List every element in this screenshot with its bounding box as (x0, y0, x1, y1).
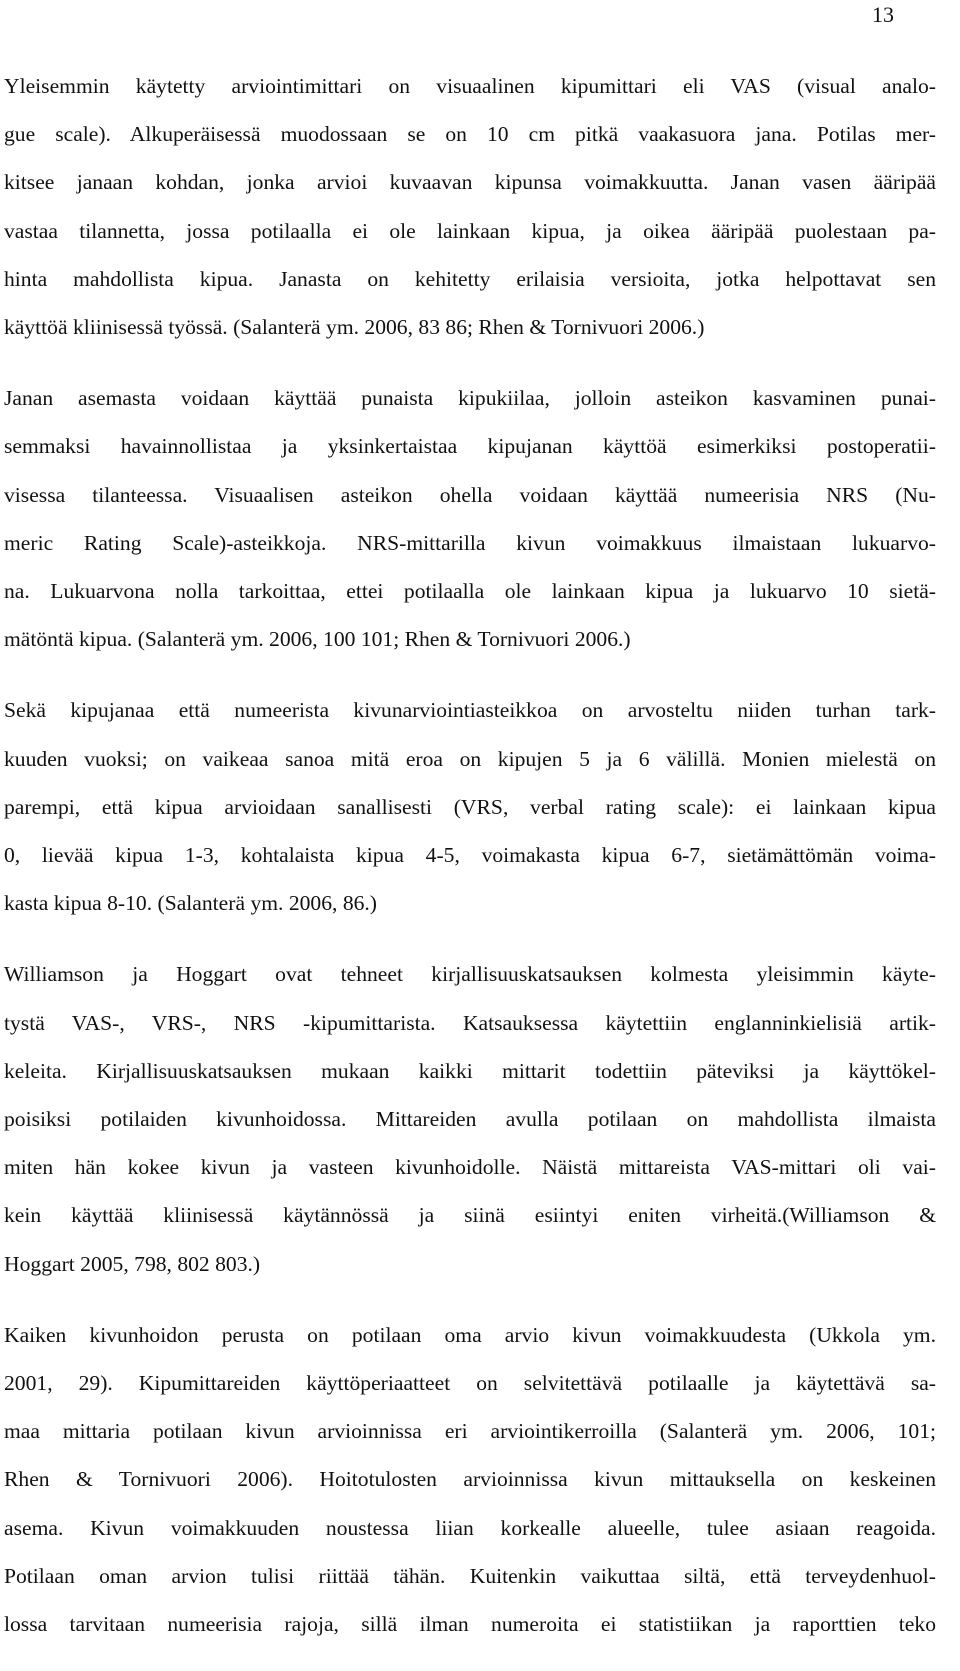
text-line: maa mittaria potilaan kivun arvioinnissa eri arviointikerroilla (Salanterä ym. 2006, 101; (4, 1419, 936, 1444)
text-line: 0, lievää kipua 1-3, kohtalaista kipua 4-5, voimakasta kipua 6-7, sietämättömän voima- (4, 843, 936, 868)
text-line: meric Rating Scale)-asteikkoja. NRS-mittarilla kivun voimakkuus ilmaistaan lukuarvo- (4, 530, 936, 555)
paragraph-vrs (4, 686, 936, 927)
text-line: kasta kipua 8-10. (Salanterä ym. 2006, 86.) (4, 891, 377, 916)
text-line: Kaiken kivunhoidon perusta on potilaan oma arvio kivun voimakkuudesta (Ukkola ym. (4, 1322, 936, 1347)
text-line: Janan asemasta voidaan käyttää punaista kipukiilaa, jolloin asteikon kasvaminen punai- (4, 386, 936, 411)
text-line: tystä VAS-, VRS-, NRS -kipumittarista. Katsauksessa käytettiin englanninkielisiä artik- (4, 1010, 936, 1035)
text-line: Sekä kipujanaa että numeerista kivunarviointiasteikkoa on arvosteltu niiden turhan tark- (4, 698, 936, 723)
text-line: asema. Kivun voimakkuuden noustessa liian korkealle alueelle, tulee asiaan reagoida. (4, 1515, 936, 1540)
text-line: na. Lukuarvona nolla tarkoittaa, ettei potilaalla ole lainkaan kipua ja lukuarvo 10 sietä- (4, 579, 936, 604)
paragraph-nrs (4, 374, 936, 663)
text-line: semmaksi havainnollistaa ja yksinkertaistaa kipujanan käyttöä esimerkiksi postoperatii- (4, 434, 936, 459)
text-line: hinta mahdollista kipua. Janasta on kehitetty erilaisia versioita, jotka helpottavat sen (4, 266, 936, 291)
text-line: kuuden vuoksi; on vaikeaa sanoa mitä eroa on kipujen 5 ja 6 välillä. Monien mielestä on (4, 746, 936, 771)
text-line: Potilaan oman arvion tulisi riittää tähän. Kuitenkin vaikuttaa siltä, että terveydenhuol- (4, 1563, 936, 1588)
text-line: lossa tarvitaan numeerisia rajoja, sillä ilman numeroita ei statistiikan ja raporttien teko (4, 1612, 936, 1637)
text-line: käyttöä kliinisessä työssä. (Salanterä ym. 2006, 83 86; Rhen & Tornivuori 2006.) (4, 315, 705, 340)
document-body (4, 62, 936, 1671)
text-line: parempi, että kipua arvioidaan sanallisesti (VRS, verbal rating scale): ei lainkaan kipua (4, 794, 936, 819)
text-line: vastaa tilannetta, jossa potilaalla ei ole lainkaan kipua, ja oikea ääripää puolestaan pa- (4, 218, 936, 243)
paragraph-pain-management (4, 1311, 936, 1648)
paragraph-literature-review (4, 950, 936, 1287)
text-line: kein käyttää kliinisessä käytännössä ja siinä esiintyi eniten virheitä.(Williamson & (4, 1203, 936, 1228)
text-line: miten hän kokee kivun ja vasteen kivunhoidolle. Näistä mittareista VAS-mittari oli vai- (4, 1155, 936, 1180)
paragraph-vas (4, 62, 936, 351)
text-line: Williamson ja Hoggart ovat tehneet kirjallisuuskatsauksen kolmesta yleisimmin käyte- (4, 962, 936, 987)
page-number: 13 (872, 2, 894, 27)
text-line: mätöntä kipua. (Salanterä ym. 2006, 100 101; Rhen & Tornivuori 2006.) (4, 627, 631, 652)
text-line: keleita. Kirjallisuuskatsauksen mukaan kaikki mittarit todettiin päteviksi ja käyttökel- (4, 1058, 936, 1083)
text-line: 2001, 29). Kipumittareiden käyttöperiaatteet on selvitettävä potilaalle ja käytettävä sa- (4, 1371, 936, 1396)
text-line: Yleisemmin käytetty arviointimittari on visuaalinen kipumittari eli VAS (visual analo- (4, 74, 936, 98)
text-line: visessa tilanteessa. Visuaalisen asteikon ohella voidaan käyttää numeerisia NRS (Nu- (4, 482, 936, 507)
text-line: Hoggart 2005, 798, 802 803.) (4, 1251, 261, 1276)
text-line: kitsee janaan kohdan, jonka arvioi kuvaavan kipunsa voimakkuutta. Janan vasen ääripää (4, 170, 936, 195)
text-line: gue scale). Alkuperäisessä muodossaan se on 10 cm pitkä vaakasuora jana. Potilas mer- (4, 122, 936, 147)
text-line: poisiksi potilaiden kivunhoidossa. Mittareiden avulla potilaan on mahdollista ilmaista (4, 1107, 936, 1132)
text-line: Rhen & Tornivuori 2006). Hoitotulosten arvioinnissa kivun mittauksella on keskeinen (4, 1467, 936, 1492)
